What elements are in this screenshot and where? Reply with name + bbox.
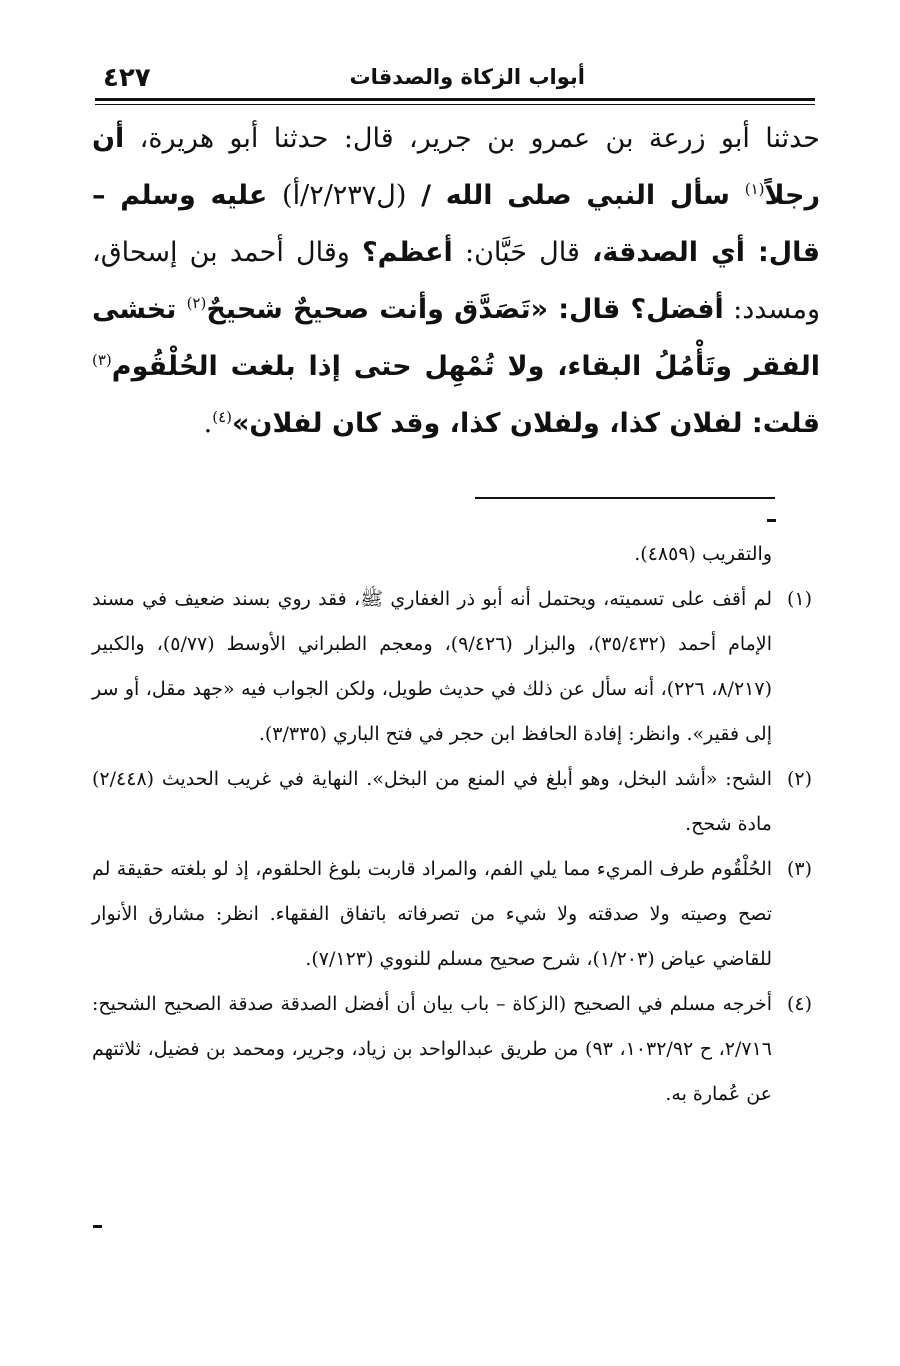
footnote-number: (١) bbox=[786, 588, 812, 610]
footnote-3 bbox=[92, 847, 812, 982]
footnote-text: لم أقف على تسميته، ويحتمل أنه أبو ذر الغفاري ﷺ، فقد روي بسند ضعيف في مسند الإمام أحمد (٣٥/٤٣٢)، والبزار (٩/٤٢٦)، ومعجم الطبراني الأوسط (٥/٧٧)، والكبير (٨/٢١٧، ٢٢٦)، أنه سأل عن ذلك في حديث طويل، ولكن الجواب فيه «جهد مقل، أو سر إلى فقير». وانظر: إفادة الحافظ ابن حجر في فتح الباري (٣/٣٣٥). bbox=[92, 588, 772, 745]
running-title: أبواب الزكاة والصدقات bbox=[349, 65, 585, 89]
page-number: ٤٢٧ bbox=[103, 63, 151, 93]
footnotes bbox=[92, 532, 812, 1117]
footnote-text: الحُلْقُوم طرف المريء مما يلي الفم، والمراد قاربت بلوغ الحلقوم، إذ لو بلغته حقيقة لم تصح وصيته ولا صدقته ولا شيء من تصرفاته باتفاق الفقهاء. انظر: مشارق الأنوار للقاضي عياض (١/٢٠٣)، شرح صحيح مسلم للنووي (٧/١٢٣). bbox=[92, 858, 772, 970]
header-rule-thick bbox=[95, 98, 815, 101]
main-text bbox=[92, 110, 820, 452]
footnote-separator bbox=[475, 497, 775, 499]
dash-mark bbox=[93, 1225, 102, 1228]
footnote-ref-1: (١) bbox=[744, 180, 765, 198]
footnote-ref-3: (٣) bbox=[92, 351, 112, 369]
footnote-ref-2: (٢) bbox=[186, 294, 207, 312]
dash-mark bbox=[767, 519, 776, 522]
footnote-number: (٣) bbox=[786, 858, 812, 880]
footnote-number: (٢) bbox=[786, 768, 812, 790]
page-header bbox=[95, 55, 815, 99]
footnote-text: أخرجه مسلم في الصحيح (الزكاة – باب بيان أن أفضل الصدقة صدقة الصحيح الشحيح: ٢/٧١٦، ح ١٠٣٢/٩٢، ٩٣) من طريق عبدالواحد بن زياد، وجرير، ومحمد بن فضيل، ثلاثتهم عن عُمارة به. bbox=[92, 993, 772, 1105]
footnote-text: الشح: «أشد البخل، وهو أبلغ في المنع من البخل». النهاية في غريب الحديث (٢/٤٤٨) مادة شحح. bbox=[92, 768, 772, 835]
footnote-4 bbox=[92, 982, 812, 1117]
header-rule-thin bbox=[95, 104, 815, 105]
hadith-paragraph: حدثنا أبو زرعة بن عمرو بن جرير، قال: حدثنا أبو هريرة، أن رجلاً$^{(١)}$ سأل النبي صلى الله / (ل٢/٢٣٧/أ) عليه وسلم – قال: أي الصدقة، قال حَبَّان: أعظم؟ وقال أحمد بن إسحاق، ومسدد: أفضل؟ قال: «تَصَدَّق وأنت صحيحٌ شحيحٌ$^{(٢)}$ تخشى الفقر وتَأْمُلُ البقاء، ولا تُمْهِل حتى إذا بلغت الحُلْقُوم$^{(٣)}$ قلت: لفلان كذا، ولفلان كذا، وقد كان لفلان»$^{(٤)}$. bbox=[92, 123, 821, 439]
footnote-1 bbox=[92, 577, 812, 757]
footnote-ref-4: (٤) bbox=[212, 408, 232, 426]
footnote-2 bbox=[92, 757, 812, 847]
footnote-carry-over: والتقريب (٤٨٥٩). bbox=[634, 543, 772, 565]
footnote-number: (٤) bbox=[786, 993, 812, 1015]
